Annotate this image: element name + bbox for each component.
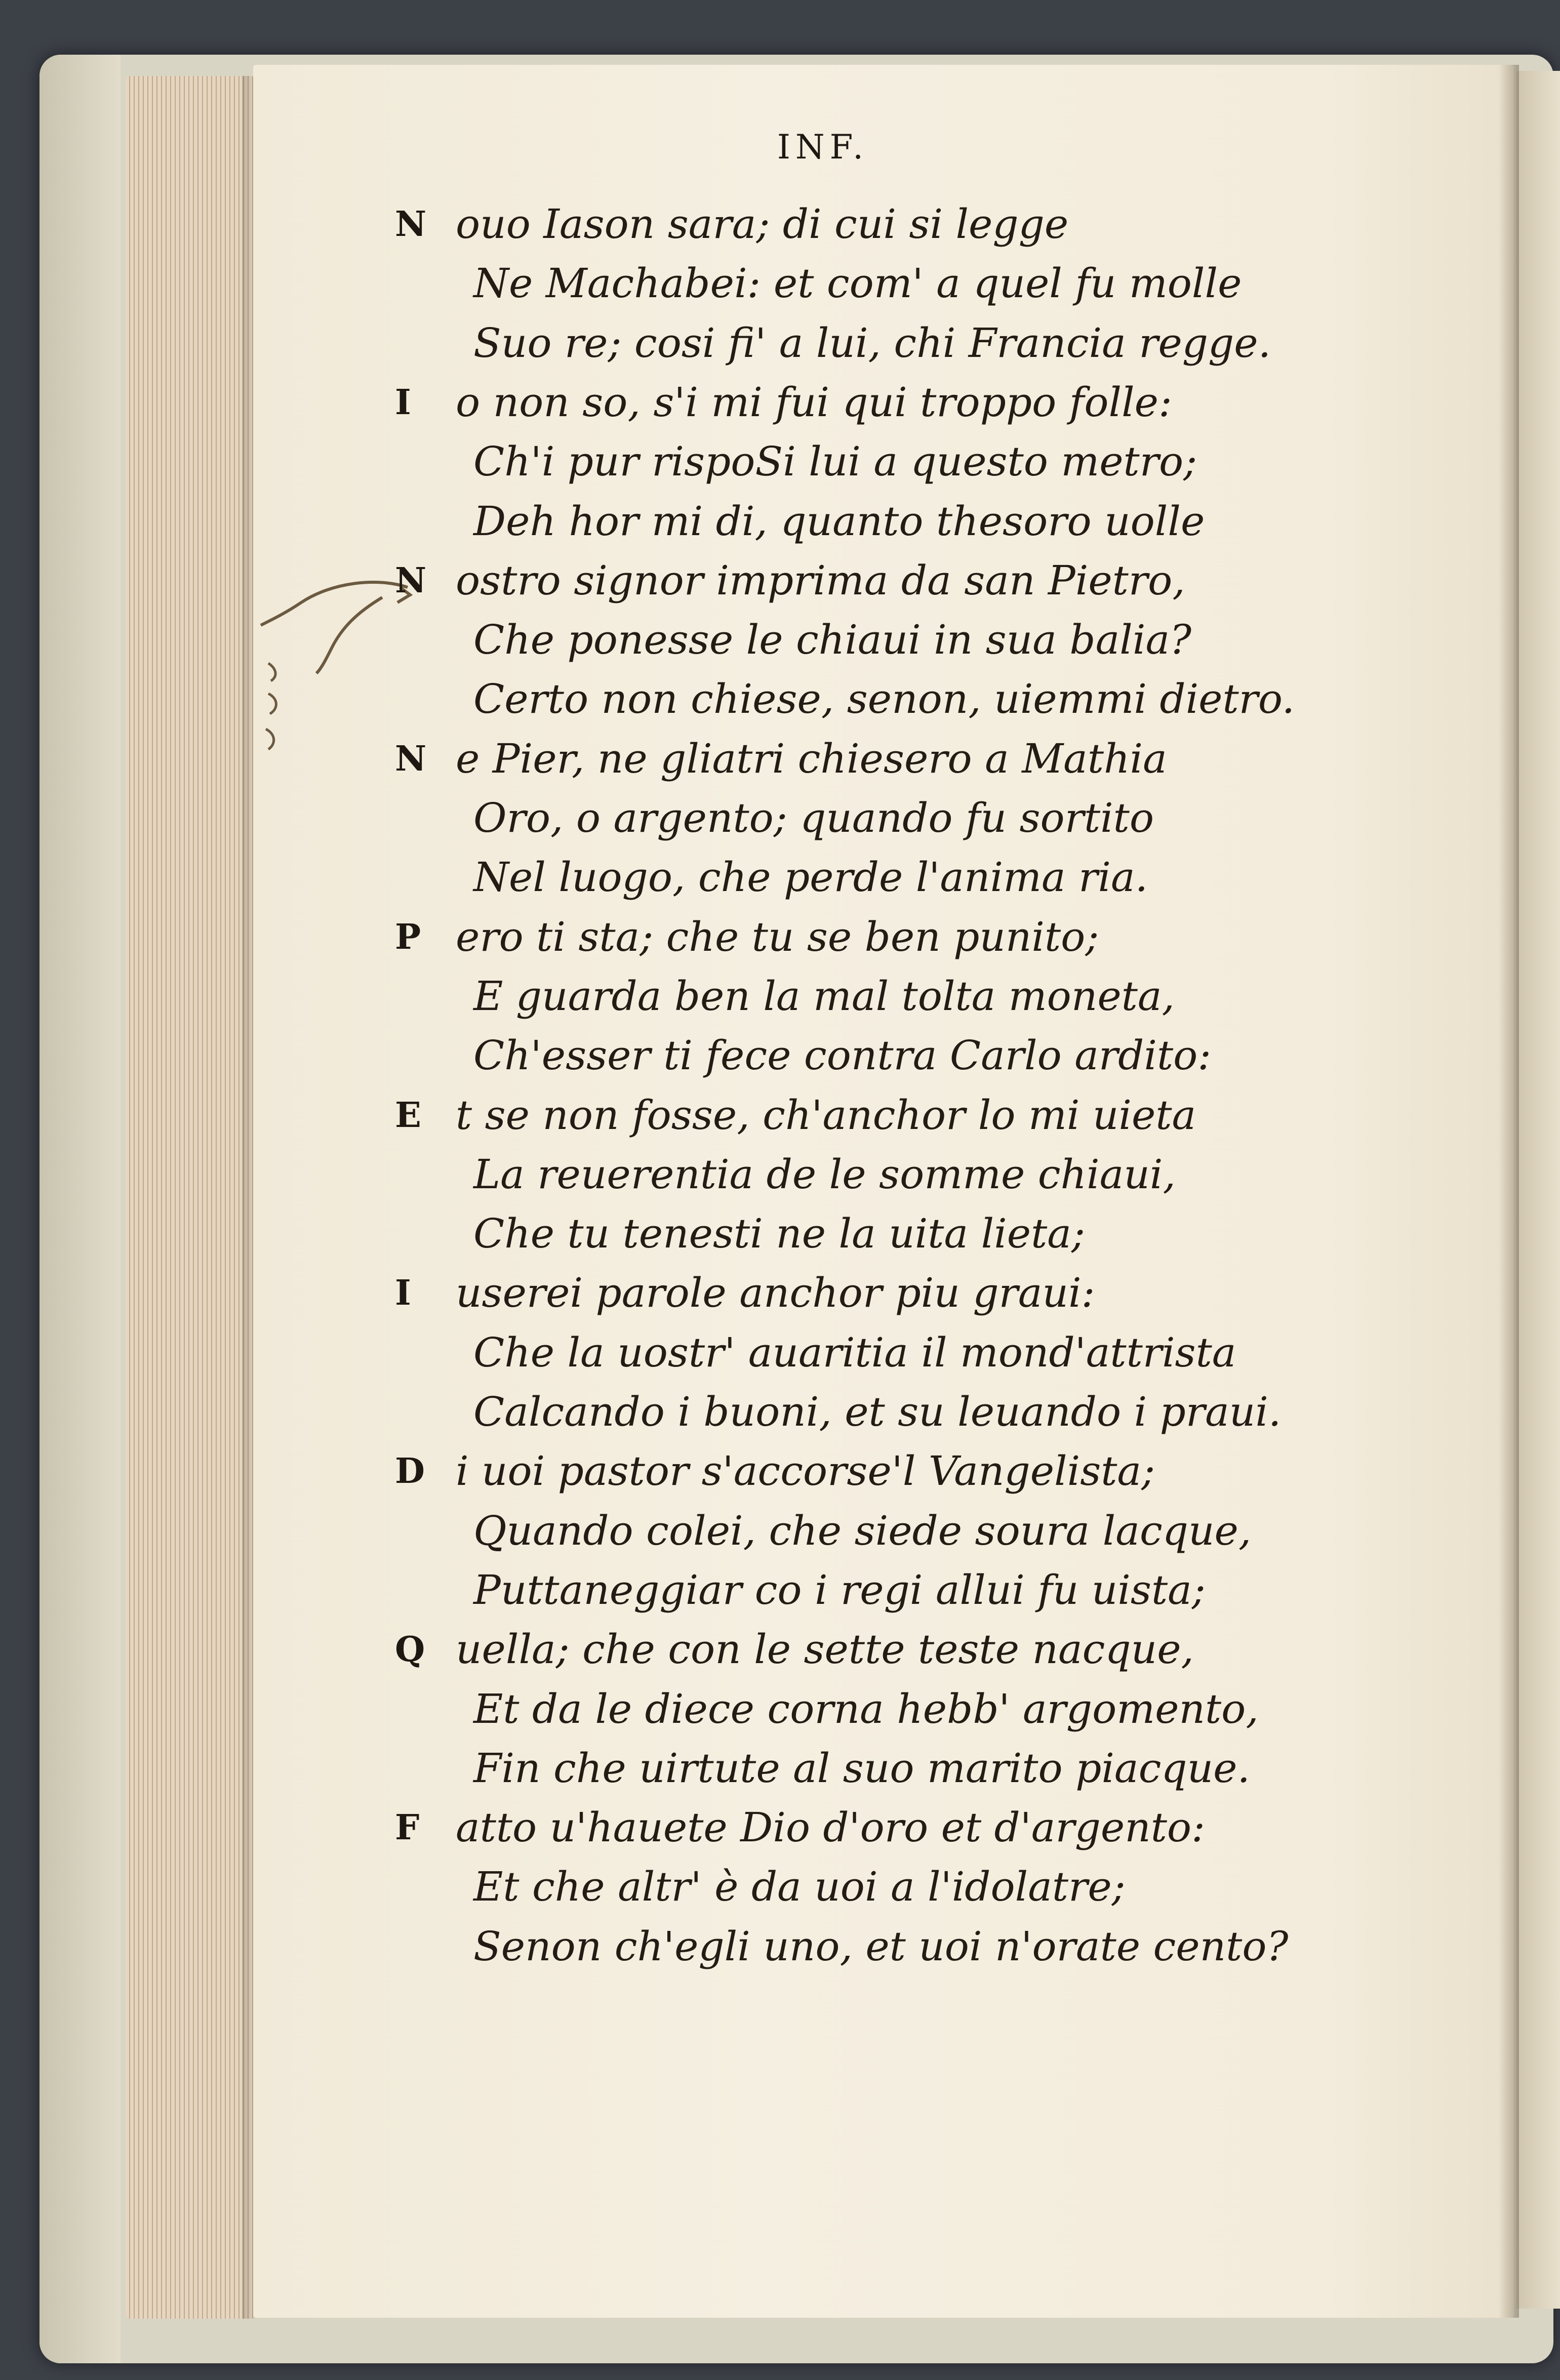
verse-line: ero ti sta; che tu se ben punito; bbox=[456, 913, 1099, 960]
cover-spine-edge bbox=[39, 55, 121, 2363]
verse-line: userei parole anchor piu graui: bbox=[456, 1269, 1095, 1317]
verse-line: Senon ch'egli uno, et uoi n'orate cento? bbox=[473, 1922, 1289, 1970]
verse-initial: F bbox=[395, 1807, 420, 1848]
verse-line: Deh hor mi di, quanto thesoro uolle bbox=[473, 497, 1205, 545]
verse-line: Che tu tenesti ne la uita lieta; bbox=[473, 1210, 1085, 1258]
verse-initial: D bbox=[395, 1451, 425, 1492]
handwritten-bracket-mark bbox=[256, 567, 418, 780]
verse-line: i uoi pastor s'accorse'l Vangelista; bbox=[456, 1447, 1155, 1495]
verse-line: Che la uostr' auaritia il mond'attrista bbox=[473, 1328, 1236, 1376]
verse-line: La reuerentia de le somme chiaui, bbox=[473, 1150, 1176, 1198]
verse-initial: P bbox=[395, 916, 421, 957]
verse-line: e Pier, ne gliatri chiesero a Mathia bbox=[456, 735, 1167, 782]
verse-initial: I bbox=[395, 1273, 411, 1314]
verse-initial: N bbox=[395, 204, 427, 245]
verse-line: Ne Machabei: et com' a quel fu molle bbox=[473, 260, 1242, 307]
verse-line: Quando colei, che siede soura lacque, bbox=[473, 1507, 1252, 1554]
verse-line: Che ponesse le chiaui in sua balia? bbox=[473, 616, 1192, 664]
verse-line: Oro, o argento; quando fu sortito bbox=[473, 794, 1154, 841]
verse-line: Suo re; cosi fi' a lui, chi Francia regge. bbox=[473, 319, 1271, 367]
verse-line: Et che altr' è da uoi a l'idolatre; bbox=[473, 1863, 1126, 1911]
verse-line: Ch'i pur rispoSi lui a questo metro; bbox=[473, 438, 1197, 486]
show-through-text bbox=[1322, 127, 1494, 2050]
verse-line: E guarda ben la mal tolta moneta, bbox=[473, 972, 1175, 1020]
verse-line: o non so, s'i mi fui qui troppo folle: bbox=[456, 378, 1172, 426]
verse-line: t se non fosse, ch'anchor lo mi uieta bbox=[456, 1091, 1196, 1139]
verse-line: Nel luogo, che perde l'anima ria. bbox=[473, 854, 1148, 901]
verse-line: ostro signor imprima da san Pietro, bbox=[456, 556, 1185, 604]
facing-page-edge bbox=[1516, 71, 1560, 2309]
verse-line: Fin che uirtute al suo marito piacque. bbox=[473, 1744, 1250, 1792]
verse-line: Puttaneggiar co i regi allui fu uista; bbox=[473, 1566, 1206, 1613]
page-block-edge bbox=[126, 76, 255, 2319]
verse-initial: E bbox=[395, 1095, 421, 1136]
verse-initial: N bbox=[395, 560, 427, 601]
verse-line: ouo Iason sara; di cui si legge bbox=[456, 200, 1069, 248]
verse-line: atto u'hauete Dio d'oro et d'argento: bbox=[456, 1804, 1206, 1851]
verse-line: Ch'esser ti fece contra Carlo ardito: bbox=[473, 1032, 1212, 1079]
verse-initial: N bbox=[395, 738, 427, 779]
verse-line: Certo non chiese, senon, uiemmi dietro. bbox=[473, 675, 1295, 723]
verse-line: Calcando i buoni, et su leuando i praui. bbox=[473, 1388, 1282, 1435]
page-header: INF. bbox=[777, 128, 869, 167]
verse-initial: I bbox=[395, 382, 411, 423]
verse-initial: Q bbox=[395, 1629, 425, 1670]
verse-line: uella; che con le sette teste nacque, bbox=[456, 1626, 1194, 1673]
page-gutter bbox=[1499, 65, 1519, 2318]
verse-line: Et da le diece corna hebb' argomento, bbox=[473, 1685, 1259, 1732]
